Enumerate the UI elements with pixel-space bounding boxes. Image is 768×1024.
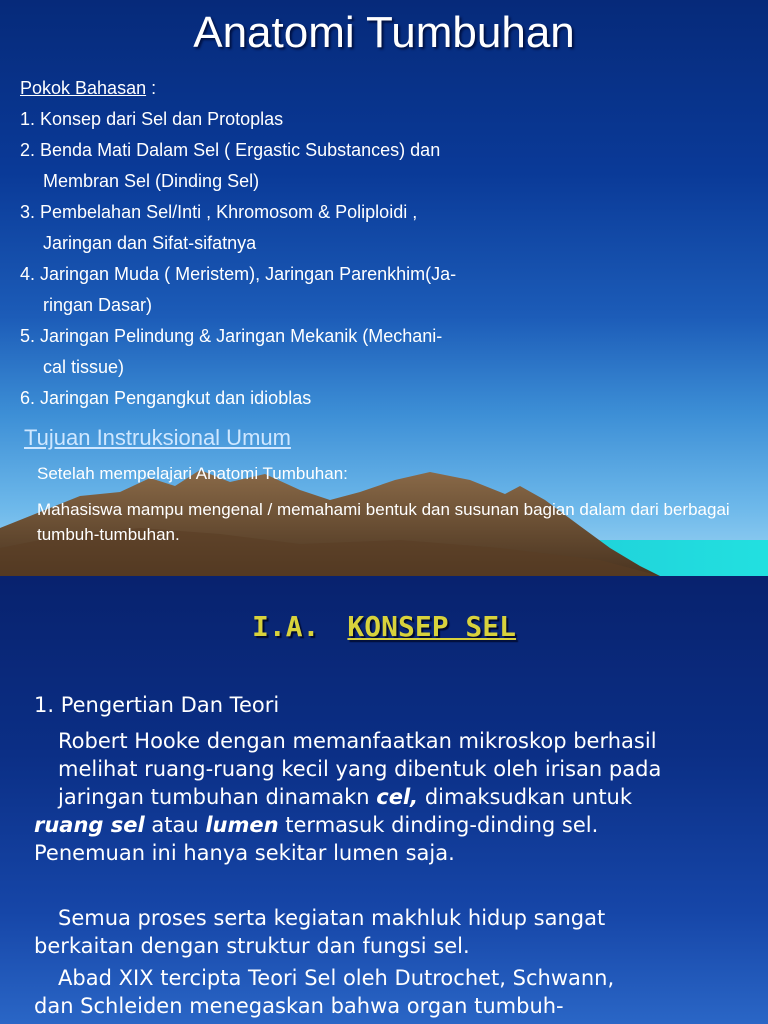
text-line <box>34 783 744 811</box>
subject-colon: : <box>146 78 157 98</box>
topic-item: 2. Benda Mati Dalam Sel ( Ergastic Substances) dan <box>20 140 441 160</box>
emphasis-ruang-sel: ruang sel <box>34 813 145 837</box>
goal-body: Mahasiswa mampu mengenal / memahami bentuk dan susunan bagian dalam dari berbagai tumbuh-tumbuhan. <box>37 500 730 544</box>
subheading: 1. Pengertian Dan Teori <box>34 693 280 717</box>
topic-item: 1. Konsep dari Sel dan Protoplas <box>20 109 284 129</box>
text-line: berkaitan dengan struktur dan fungsi sel. <box>34 934 470 958</box>
text-run: termasuk dinding-dinding sel. <box>278 813 599 837</box>
text-line: melihat ruang-ruang kecil yang dibentuk oleh irisan pada <box>58 757 662 781</box>
section-title: KONSEP SEL <box>347 610 516 643</box>
subject-label: Pokok Bahasan <box>20 78 147 98</box>
text-line: Semua proses serta kegiatan makhluk hidup sangat <box>58 906 606 930</box>
topic-item: 5. Jaringan Pelindung & Jaringan Mekanik (Mechani- <box>20 326 443 346</box>
section-number: I.A. <box>251 610 320 643</box>
subject-heading <box>20 78 156 99</box>
text-line: Penemuan ini hanya sekitar lumen saja. <box>34 841 455 865</box>
slide-konsep-sel <box>0 576 768 1024</box>
paragraph-proses <box>34 904 744 960</box>
topic-item: 6. Jaringan Pengangkut dan idioblas <box>20 388 312 408</box>
text-line: Robert Hooke dengan memanfaatkan mikroskop berhasil <box>58 729 657 753</box>
page-title: Anatomi Tumbuhan <box>193 8 575 57</box>
topic-item-continued: Jaringan dan Sifat-sifatnya <box>43 233 257 253</box>
paragraph-hooke <box>34 727 744 867</box>
text-run: dimaksudkan untuk <box>418 785 633 809</box>
topic-item-continued: Membran Sel (Dinding Sel) <box>43 171 260 191</box>
text-line <box>34 811 744 839</box>
text-line: Abad XIX tercipta Teori Sel oleh Dutrochet, Schwann, <box>58 966 615 990</box>
topic-item-continued: cal tissue) <box>43 357 125 377</box>
text-run: atau <box>144 813 206 837</box>
topic-item-continued: ringan Dasar) <box>43 295 153 315</box>
paragraph-teori-sel <box>34 964 744 1020</box>
text-run: jaringan tumbuhan dinamakn <box>58 785 377 809</box>
emphasis-lumen: lumen <box>205 813 279 837</box>
topic-list <box>20 104 456 414</box>
section-heading <box>0 610 768 643</box>
text-line: dan Schleiden menegaskan bahwa organ tumbuh- <box>34 994 564 1018</box>
topic-item: 3. Pembelahan Sel/Inti , Khromosom & Poliploidi , <box>20 202 418 222</box>
emphasis-cel: cel, <box>376 785 419 809</box>
goal-heading: Tujuan Instruksional Umum <box>24 425 291 450</box>
topic-item: 4. Jaringan Muda ( Meristem), Jaringan Parenkhim(Ja- <box>20 264 457 284</box>
goal-intro: Setelah mempelajari Anatomi Tumbuhan: <box>37 464 348 483</box>
